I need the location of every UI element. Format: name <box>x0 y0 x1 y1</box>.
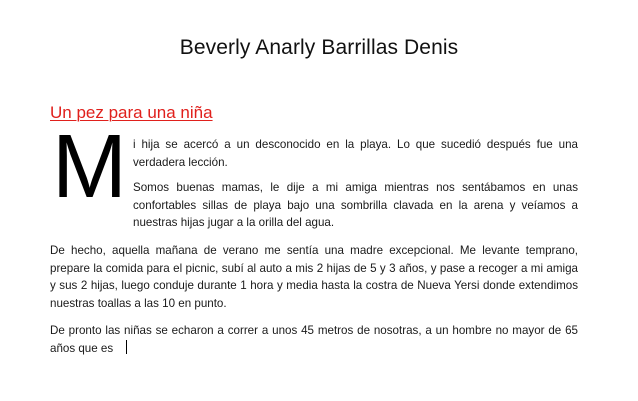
paragraph-1[interactable] <box>133 136 578 171</box>
paragraph-4[interactable] <box>50 322 578 357</box>
story-heading: Un pez para una niña <box>50 103 213 122</box>
paragraph-3-text: De hecho, aquella mañana de verano me sentía una madre excepcional. Me levante temprano, prepare la comida para el picnic, subí al auto a mis 2 hijas de 5 y 3 años, y pase a recoger a mi amiga y sus 2 hijas, luego conduje durante 1 hora y media hasta la costra de Nueva Yersi donde extendimos nuestras toallas a las 10 en punto. <box>50 244 578 310</box>
paragraph-2[interactable] <box>133 179 578 232</box>
text-cursor <box>126 340 127 354</box>
paragraph-3[interactable] <box>50 242 578 312</box>
drop-cap-letter: M <box>52 117 127 217</box>
paragraph-4-text: De pronto las niñas se echaron a correr a unos 45 metros de nosotras, a un hombre no mayor de 65 años que es <box>50 324 578 355</box>
author-title: Beverly Anarly Barrillas Denis <box>179 36 459 59</box>
paragraph-2-text: Somos buenas mamas, le dije a mi amiga mientras nos sentábamos en unas confortables sillas de playa bajo una sombrilla clavada en la arena y veíamos a nuestras hijas jugar a la orilla del agua. <box>133 181 578 230</box>
paragraph-1-text: i hija se acercó a un desconocido en la playa. Lo que sucedió después fue una verdadera lección. <box>133 138 578 169</box>
